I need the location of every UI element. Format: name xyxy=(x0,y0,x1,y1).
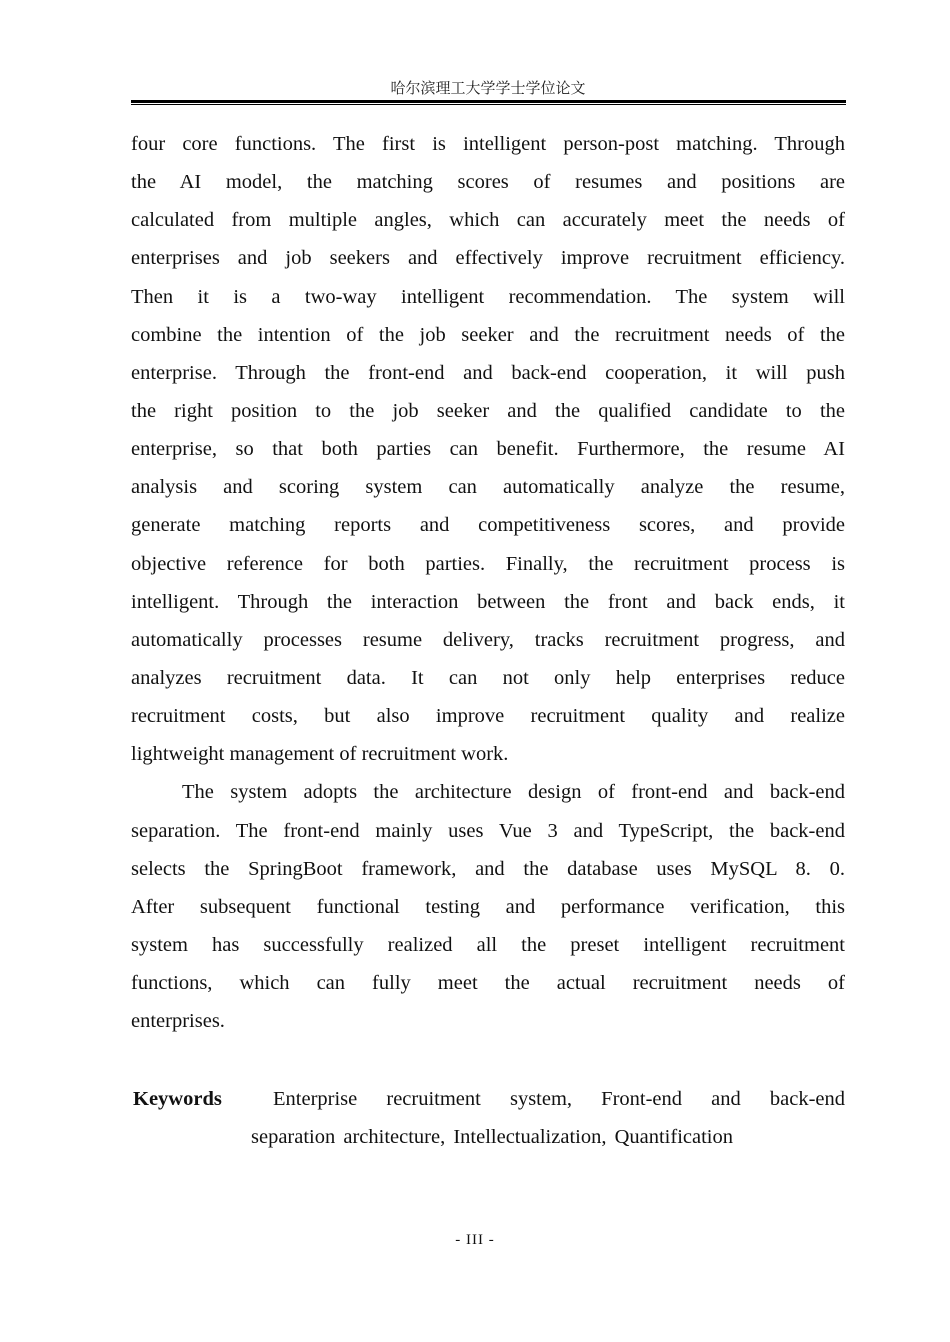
keywords-label: Keywords xyxy=(133,1088,222,1110)
text-line: calculated from multiple angles, which can accurately meet the needs of xyxy=(131,209,845,232)
text-line: analyzes recruitment data. It can not only help enterprises reduce xyxy=(131,666,845,689)
text-line: objective reference for both parties. Finally, the recruitment process is xyxy=(131,552,845,575)
header-rule-thick xyxy=(131,100,846,103)
text-line: selects the SpringBoot framework, and the database uses MySQL 8. 0. xyxy=(131,857,845,880)
text-line: lightweight management of recruitment work. xyxy=(131,743,509,766)
text-line: The system adopts the architecture design of front-end and back-end xyxy=(182,781,845,804)
text-line: system has successfully realized all the preset intelligent recruitment xyxy=(131,933,845,956)
keywords-line-2: separation architecture, Intellectualization, Quantification xyxy=(251,1126,733,1149)
header-rule-thin xyxy=(131,104,846,105)
text-line: enterprise, so that both parties can benefit. Furthermore, the resume AI xyxy=(131,438,845,461)
text-line: the right position to the job seeker and the qualified candidate to the xyxy=(131,399,845,422)
running-header-title: 哈尔滨理工大学学士学位论文 xyxy=(390,79,586,97)
text-line: enterprises and job seekers and effectively improve recruitment efficiency. xyxy=(131,247,845,270)
text-line: generate matching reports and competitiveness scores, and provide xyxy=(131,514,845,537)
abstract-body xyxy=(131,125,845,1040)
keywords-line-1: Enterprise recruitment system, Front-end and back-end xyxy=(273,1088,845,1110)
paragraph-1 xyxy=(131,125,845,773)
text-line: intelligent. Through the interaction between the front and back ends, it xyxy=(131,590,845,613)
text-line: enterprise. Through the front-end and back-end cooperation, it will push xyxy=(131,361,845,384)
text-line: automatically processes resume delivery, tracks recruitment progress, and xyxy=(131,628,845,651)
text-line: four core functions. The first is intelligent person-post matching. Through xyxy=(131,133,845,155)
text-line: analysis and scoring system can automatically analyze the resume, xyxy=(131,476,845,499)
paragraph-2 xyxy=(131,773,845,1040)
text-line: After subsequent functional testing and performance verification, this xyxy=(131,895,845,918)
text-line: functions, which can fully meet the actual recruitment needs of xyxy=(131,972,845,995)
text-line: combine the intention of the job seeker and the recruitment needs of the xyxy=(131,323,845,346)
text-line: separation. The front-end mainly uses Vue 3 and TypeScript, the back-end xyxy=(131,819,845,842)
text-line: enterprises. xyxy=(131,1010,225,1033)
text-line: Then it is a two-way intelligent recommendation. The system will xyxy=(131,285,845,308)
page-number: - III - xyxy=(455,1232,495,1248)
text-line: the AI model, the matching scores of resumes and positions are xyxy=(131,171,845,194)
text-line: recruitment costs, but also improve recruitment quality and realize xyxy=(131,705,845,728)
